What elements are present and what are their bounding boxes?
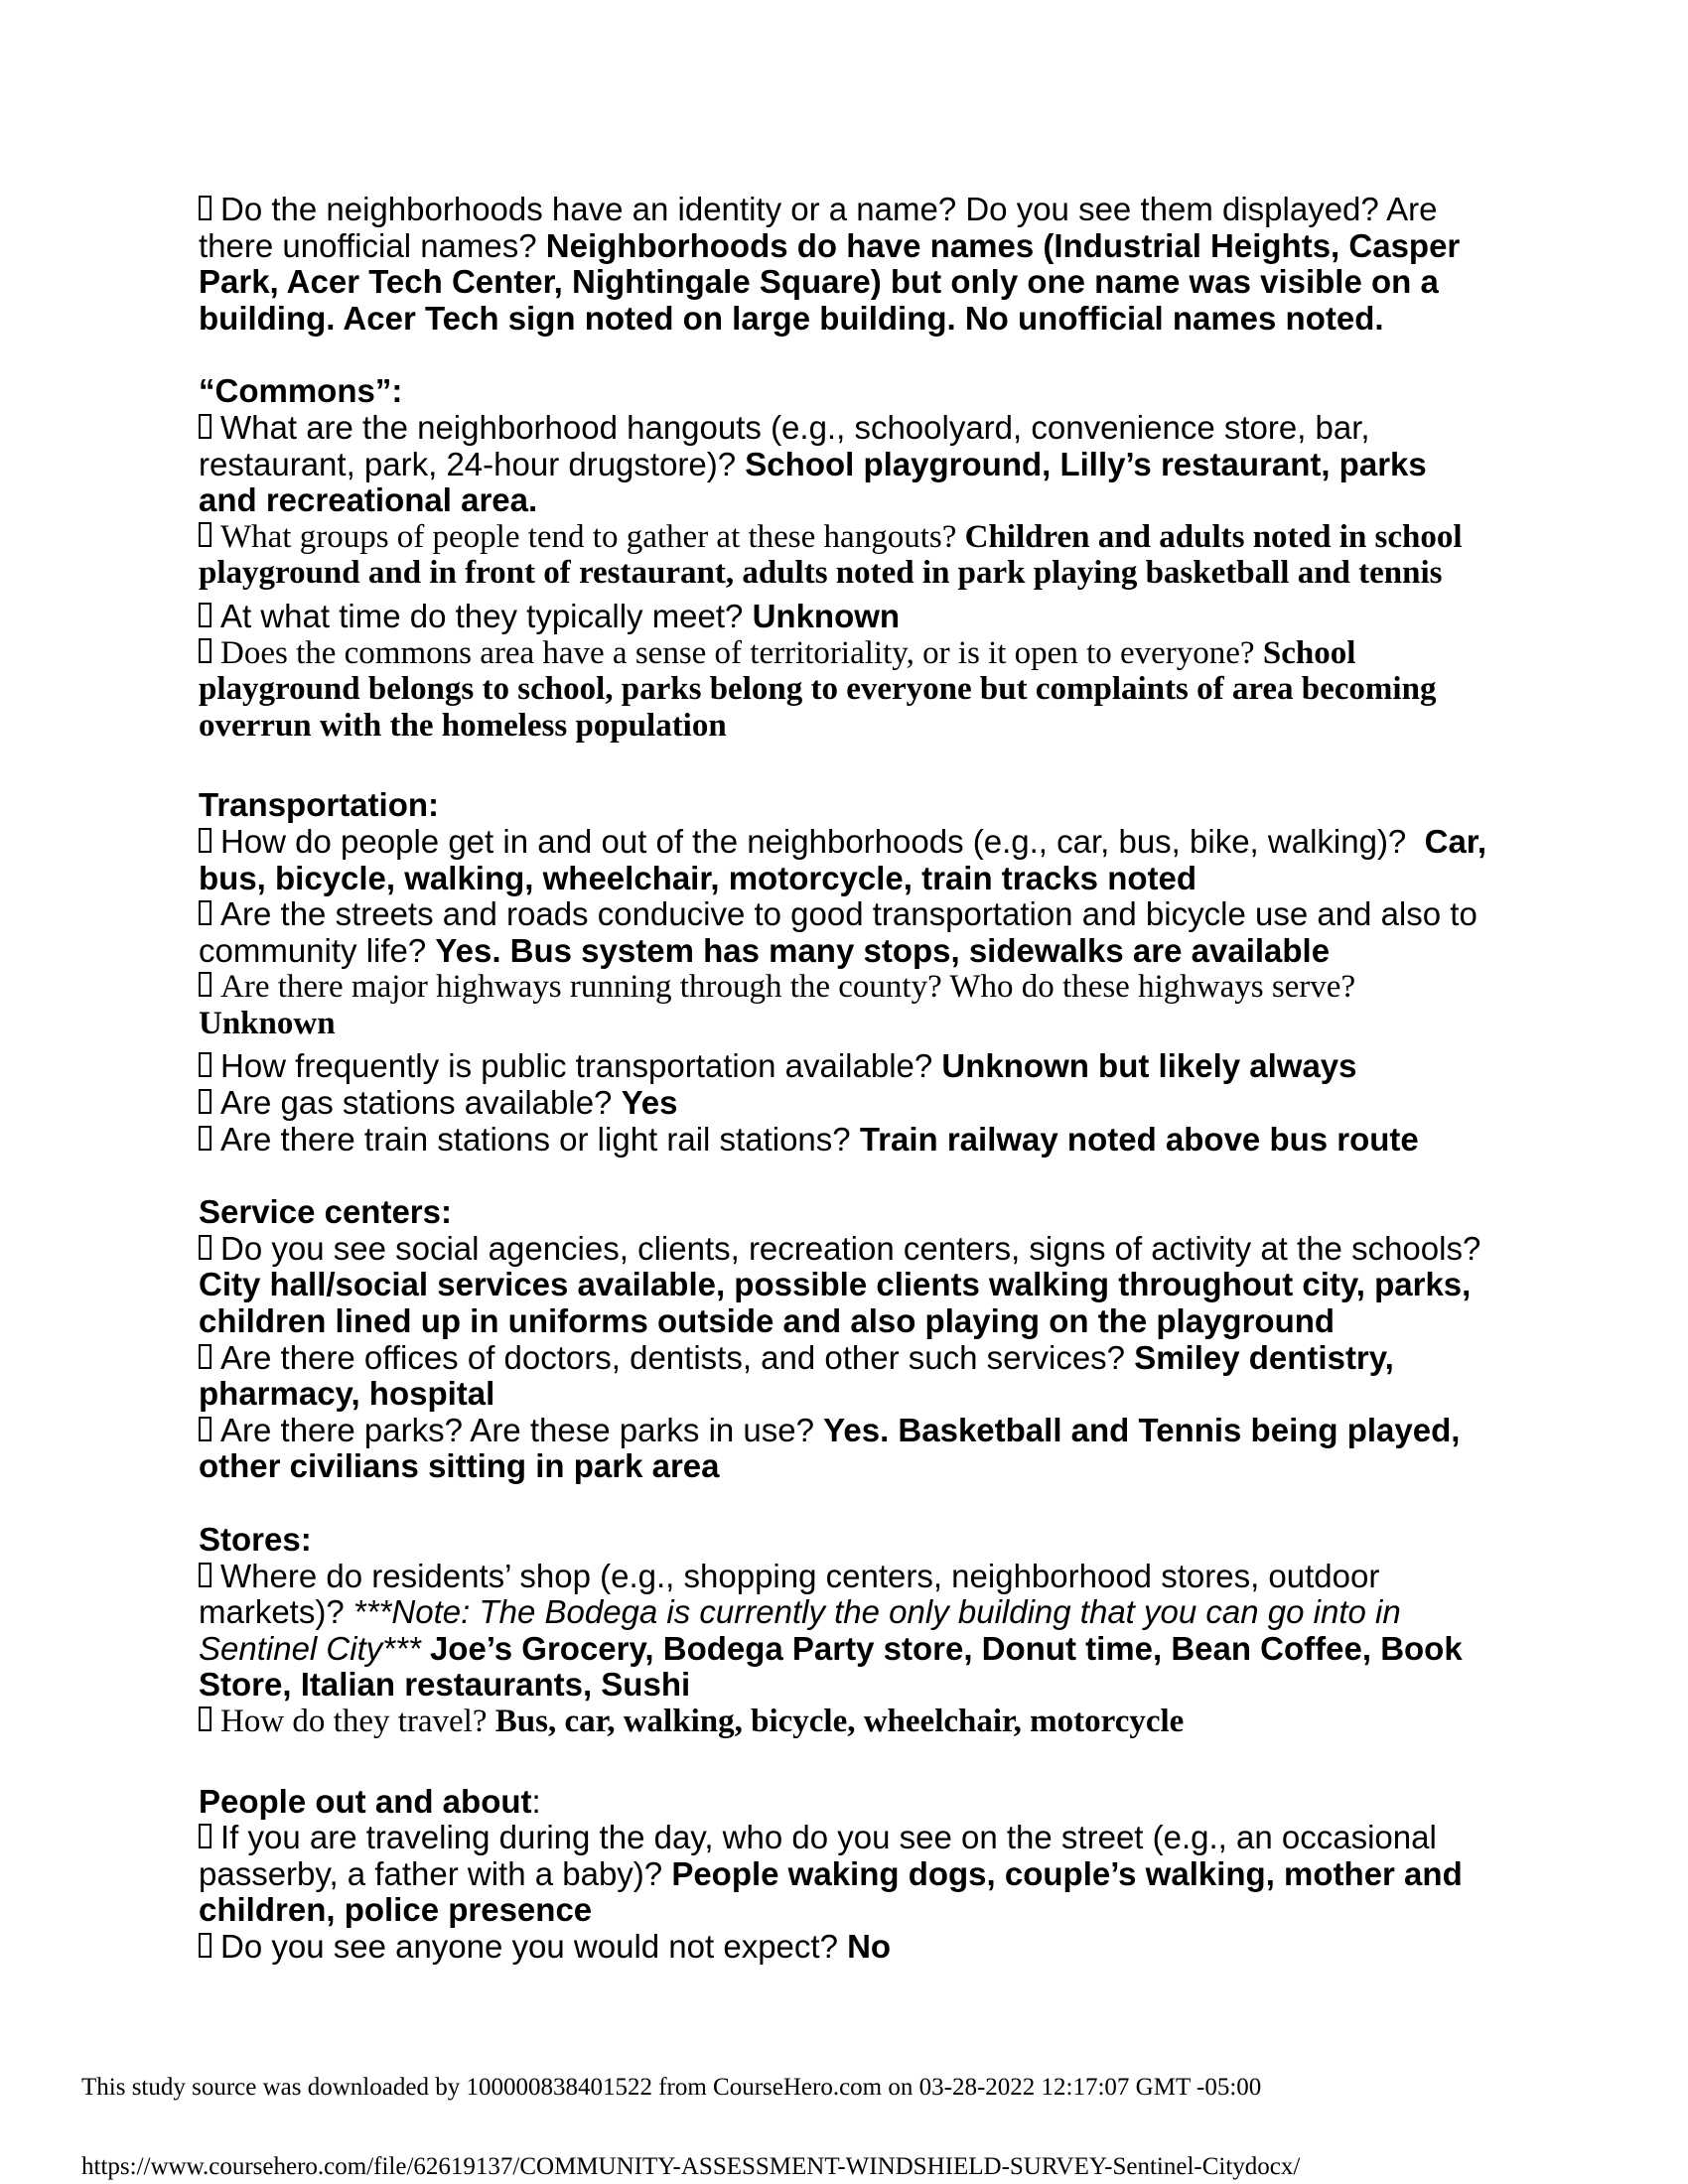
answer-text: Train railway noted above bus route bbox=[859, 1120, 1419, 1158]
question-text: Are there offices of doctors, dentists, and other such services? bbox=[220, 1338, 1135, 1376]
missing-glyph-bullet-icon bbox=[199, 1235, 211, 1260]
missing-glyph-bullet-icon bbox=[199, 1824, 211, 1848]
qa-doctor-offices bbox=[199, 1340, 1491, 1413]
blank-line bbox=[199, 1485, 1491, 1522]
qa-who-on-street bbox=[199, 1820, 1491, 1929]
question-text: Do you see anyone you would not expect? bbox=[220, 1927, 848, 1965]
section-title-colon: : bbox=[531, 1782, 541, 1820]
question-text: Does the commons area have a sense of territoriality, or is it open to everyone? bbox=[220, 634, 1263, 671]
source-url-link[interactable]: https://www.coursehero.com/file/62619137/COMMUNITY-ASSESSMENT-WINDSHIELD-SURVEY-Sentinel-Citydocx/ bbox=[81, 2153, 1301, 2180]
qa-social-agencies bbox=[199, 1231, 1491, 1340]
qa-how-travel bbox=[199, 1704, 1491, 1740]
answer-text: City hall/social services available, possible clients walking throughout city, parks, children lined up in uniforms outside and also playing on the playground bbox=[199, 1266, 1480, 1340]
missing-glyph-bullet-icon bbox=[199, 1563, 211, 1587]
missing-glyph-bullet-icon bbox=[199, 1089, 211, 1114]
missing-glyph-bullet-icon bbox=[199, 638, 211, 663]
question-text: Are there parks? Are these parks in use? bbox=[220, 1411, 824, 1448]
question-text: Are there major highways running through the county? Who do these highways serve? bbox=[220, 969, 1364, 1006]
answer-text: Unknown bbox=[752, 597, 901, 634]
answer-text: Yes. Bus system has many stops, sidewalks are available bbox=[435, 931, 1331, 969]
answer-text: Joe’s Grocery, Bodega Party store, Donut time, Bean Coffee, Book Store, Italian restaurants, Sushi bbox=[199, 1629, 1472, 1704]
question-text: Do the neighborhoods have an identity or a name? Do you see them displayed? Are there unofficial names? bbox=[199, 191, 1447, 264]
qa-public-transport-frequency bbox=[199, 1048, 1491, 1085]
missing-glyph-bullet-icon bbox=[199, 972, 211, 997]
question-text: At what time do they typically meet? bbox=[220, 597, 753, 634]
download-notice: This study source was downloaded by 100000838401522 from CourseHero.com on 03-28-2022 12:17:07 GMT -05:00 bbox=[81, 2074, 1262, 2101]
question-text: Are there train stations or light rail stations? bbox=[220, 1120, 860, 1158]
missing-glyph-bullet-icon bbox=[199, 900, 211, 925]
missing-glyph-bullet-icon bbox=[199, 196, 211, 220]
section-title-stores: Stores: bbox=[199, 1521, 312, 1558]
answer-text: Children and adults noted in school playground and in front of restaurant, adults noted in park playing basketball and tennis bbox=[199, 518, 1471, 592]
blank-line bbox=[199, 1158, 1491, 1194]
missing-glyph-bullet-icon bbox=[199, 414, 211, 439]
missing-glyph-bullet-icon bbox=[199, 828, 211, 853]
section-title-people-out-and-about bbox=[199, 1784, 1491, 1821]
question-text: How do people get in and out of the neighborhoods (e.g., car, bus, bike, walking)? bbox=[220, 822, 1425, 860]
answer-text: Neighborhoods do have names (Industrial Heights, Casper Park, Acer Tech Center, Nightingale Square) but only one name was visible on a building. Acer Tech sign noted on large building. No unofficial names noted. bbox=[199, 226, 1470, 337]
answer-text: Yes bbox=[621, 1084, 678, 1122]
blank-line bbox=[199, 1747, 1491, 1784]
answer-text: People waking dogs, couple’s walking, mother and children, police presence bbox=[199, 1854, 1472, 1929]
answer-text: Smiley dentistry, pharmacy, hospital bbox=[199, 1338, 1404, 1413]
answer-text: Bus, car, walking, bicycle, wheelchair, motorcycle bbox=[494, 1703, 1185, 1739]
qa-gas-stations bbox=[199, 1085, 1491, 1122]
qa-meet-time bbox=[199, 599, 1491, 635]
missing-glyph-bullet-icon bbox=[199, 1706, 211, 1731]
qa-hangouts bbox=[199, 410, 1491, 519]
question-text: Do you see social agencies, clients, recreation centers, signs of activity at the schools? bbox=[220, 1229, 1490, 1267]
section-title-service-centers: Service centers: bbox=[199, 1193, 452, 1231]
section-title-commons: “Commons”: bbox=[199, 372, 403, 410]
section-title-text: People out and about bbox=[199, 1782, 532, 1820]
missing-glyph-bullet-icon bbox=[199, 522, 211, 547]
note-text: ***Note: The Bodega is currently the only building that you can go into in Sentinel City*** bbox=[199, 1593, 1410, 1667]
question-text: Are the streets and roads conducive to good transportation and bicycle use and also to community life? bbox=[199, 895, 1486, 969]
qa-major-highways bbox=[199, 969, 1491, 1041]
question-text: What groups of people tend to gather at these hangouts? bbox=[220, 518, 965, 555]
question-text: How frequently is public transportation available? bbox=[220, 1047, 942, 1085]
question-text: Are gas stations available? bbox=[220, 1084, 622, 1122]
qa-get-in-out bbox=[199, 822, 1496, 896]
qa-territoriality bbox=[199, 635, 1491, 745]
missing-glyph-bullet-icon bbox=[199, 1126, 211, 1151]
answer-text: School playground, Lilly’s restaurant, parks and recreational area. bbox=[199, 445, 1436, 519]
section-title-transportation: Transportation: bbox=[199, 786, 440, 824]
missing-glyph-bullet-icon bbox=[199, 1933, 211, 1958]
answer-text: School playground belongs to school, parks belong to everyone but complaints of area becoming overrun with the homeless population bbox=[199, 634, 1445, 744]
answer-text: Yes. Basketball and Tennis being played, other civilians sitting in park area bbox=[199, 1411, 1470, 1485]
missing-glyph-bullet-icon bbox=[199, 1344, 211, 1369]
qa-where-shop bbox=[199, 1559, 1491, 1704]
missing-glyph-bullet-icon bbox=[199, 1052, 211, 1077]
missing-glyph-bullet-icon bbox=[199, 603, 211, 627]
blank-line bbox=[199, 337, 1491, 373]
blank-line bbox=[199, 751, 1491, 787]
qa-train-stations bbox=[199, 1122, 1491, 1159]
document-body bbox=[199, 191, 1496, 1966]
qa-neighborhood-identity bbox=[199, 192, 1491, 337]
answer-text: Unknown bbox=[199, 1005, 336, 1041]
question-text: If you are traveling during the day, who do you see on the street (e.g., an occasional passerby, a father with a baby)? bbox=[199, 1819, 1446, 1892]
qa-streets-roads bbox=[199, 896, 1491, 969]
qa-anyone-unexpected bbox=[199, 1929, 1491, 1966]
question-text: What are the neighborhood hangouts (e.g., schoolyard, convenience store, bar, restaurant, park, 24-hour drugstore)? bbox=[199, 408, 1379, 482]
question-text: Where do residents’ shop (e.g., shopping centers, neighborhood stores, outdoor markets)? bbox=[199, 1557, 1389, 1631]
answer-text: Car, bus, bicycle, walking, wheelchair, motorcycle, train tracks noted bbox=[199, 822, 1496, 896]
answer-text: No bbox=[847, 1927, 892, 1965]
answer-text: Unknown but likely always bbox=[941, 1047, 1357, 1085]
question-text: How do they travel? bbox=[220, 1703, 495, 1739]
missing-glyph-bullet-icon bbox=[199, 1417, 211, 1441]
qa-groups-gather bbox=[199, 519, 1491, 592]
qa-parks-in-use bbox=[199, 1413, 1491, 1485]
